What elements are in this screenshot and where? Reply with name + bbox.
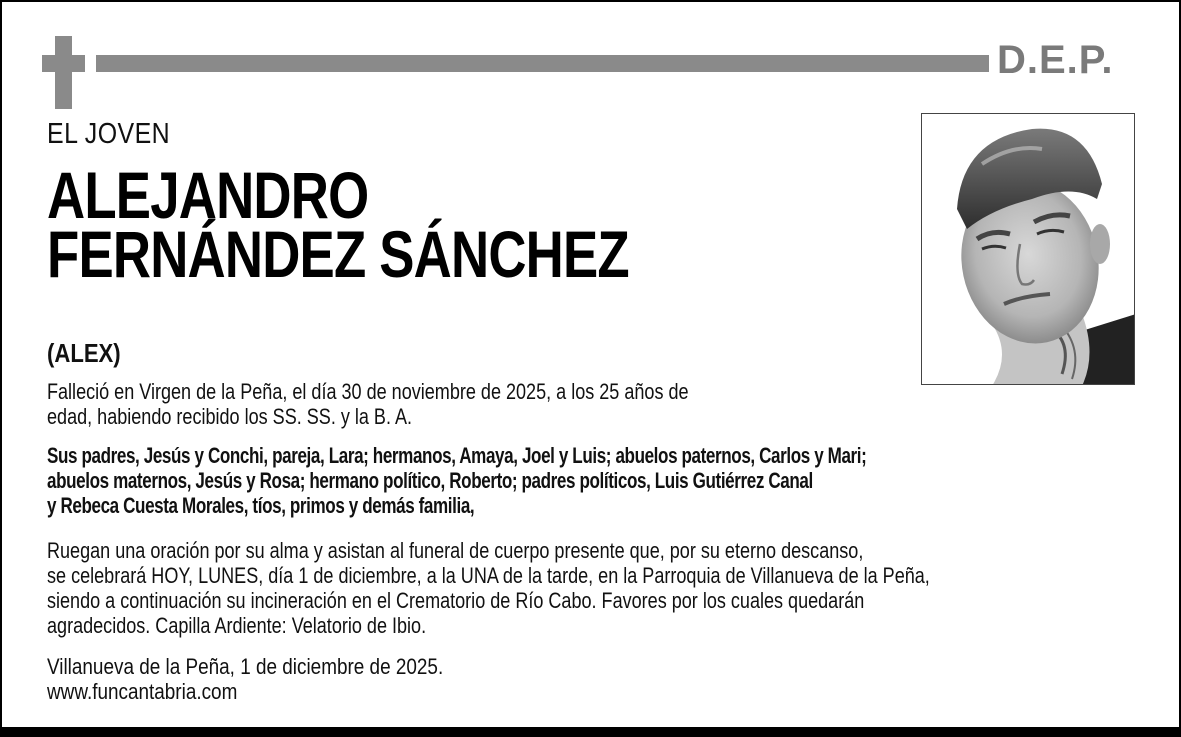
funeral-paragraph bbox=[47, 538, 930, 638]
portrait-illustration bbox=[922, 114, 1135, 385]
funeral-line: agradecidos. Capilla Ardiente: Velatorio de Ibio. bbox=[47, 613, 427, 638]
cross-vertical-bar bbox=[55, 36, 72, 109]
place-date: Villanueva de la Peña, 1 de diciembre de 2025. bbox=[47, 654, 444, 679]
deceased-name bbox=[47, 158, 629, 291]
cross-horizontal-bar bbox=[42, 55, 85, 72]
bottom-border-bar bbox=[0, 727, 1181, 737]
death-notice-line: edad, habiendo recibido los SS. SS. y la B. A. bbox=[47, 404, 413, 429]
name-line-2: FERNÁNDEZ SÁNCHEZ bbox=[47, 217, 629, 291]
death-notice-paragraph bbox=[47, 379, 689, 429]
family-line: y Rebeca Cuesta Morales, tíos, primos y demás familia, bbox=[47, 493, 475, 518]
dep-label: D.E.P. bbox=[997, 38, 1114, 82]
header-rule bbox=[96, 55, 989, 72]
deceased-alias: (ALEX) bbox=[47, 338, 121, 368]
website-link[interactable]: www.funcantabria.com bbox=[47, 679, 238, 704]
funeral-line: se celebrará HOY, LUNES, día 1 de diciembre, a la UNA de la tarde, en la Parroquia de Villanueva de la Peña, bbox=[47, 563, 930, 588]
portrait-photo bbox=[921, 113, 1135, 385]
family-paragraph bbox=[47, 443, 866, 518]
deceased-prefix: EL JOVEN bbox=[47, 118, 171, 150]
family-line: Sus padres, Jesús y Conchi, pareja, Lara; hermanos, Amaya, Joel y Luis; abuelos paternos, Carlos y Mari; bbox=[47, 443, 867, 468]
funeral-line: Ruegan una oración por su alma y asistan al funeral de cuerpo presente que, por su eterno descanso, bbox=[47, 538, 864, 563]
death-notice-line: Falleció en Virgen de la Peña, el día 30 de noviembre de 2025, a los 25 años de bbox=[47, 379, 689, 404]
funeral-line: siendo a continuación su incineración en el Crematorio de Río Cabo. Favores por los cuales quedarán bbox=[47, 588, 865, 613]
name-line-1: ALEJANDRO bbox=[47, 158, 369, 232]
family-line: abuelos maternos, Jesús y Rosa; hermano político, Roberto; padres políticos, Luis Gutiérrez Canal bbox=[47, 468, 813, 493]
footer bbox=[47, 654, 443, 704]
